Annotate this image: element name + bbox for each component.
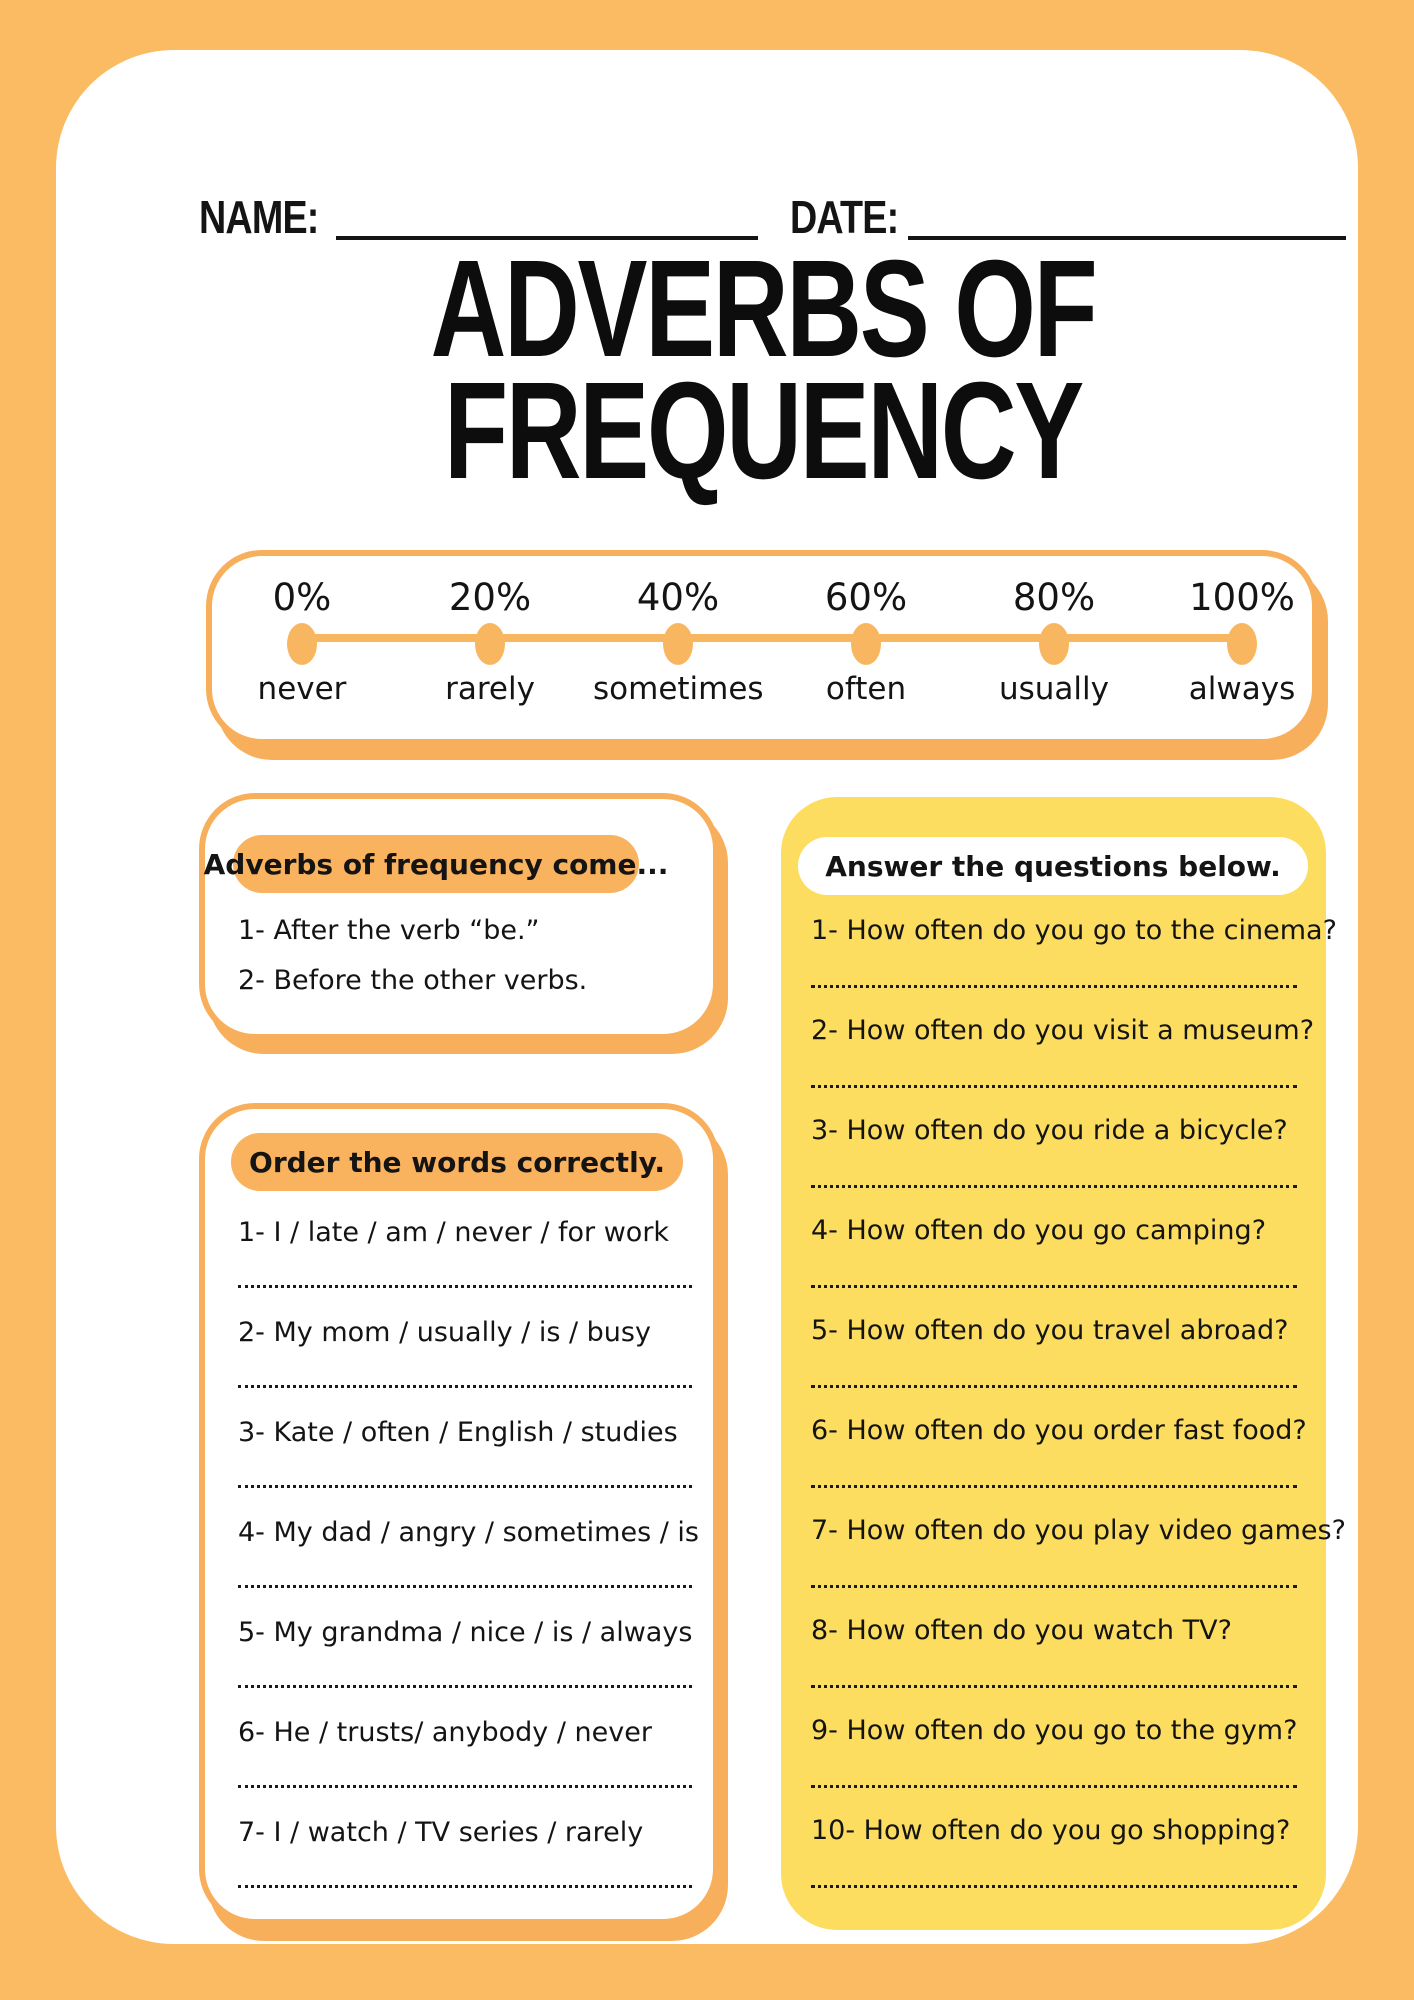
question-item: 10- How often do you go shopping? <box>811 1815 1291 1846</box>
scale-point-usually <box>969 556 1139 707</box>
question-item: 6- How often do you order fast food? <box>811 1415 1307 1446</box>
rule-item: 2- Before the other verbs. <box>238 965 588 996</box>
adverb-label: rarely <box>445 671 535 707</box>
answer-line[interactable] <box>238 1285 692 1288</box>
question-item: 3- How often do you ride a bicycle? <box>811 1115 1288 1146</box>
order-words-box <box>199 1103 719 1925</box>
answer-line[interactable] <box>811 985 1297 988</box>
answer-line[interactable] <box>811 1585 1297 1588</box>
answer-line[interactable] <box>811 1485 1297 1488</box>
answer-line[interactable] <box>811 1185 1297 1188</box>
page-title-line2: FREQUENCY <box>444 354 1082 508</box>
question-item: 8- How often do you watch TV? <box>811 1615 1232 1646</box>
question-item: 9- How often do you go to the gym? <box>811 1715 1298 1746</box>
scale-point-sometimes <box>593 556 763 707</box>
page-title <box>226 232 1301 508</box>
percent-label: 0% <box>272 576 332 619</box>
answer-line[interactable] <box>811 1085 1297 1088</box>
adverb-label: never <box>257 671 347 707</box>
page-title-line1: ADVERBS OF <box>430 232 1096 386</box>
order-item: 5- My grandma / nice / is / always <box>238 1617 693 1648</box>
order-item: 6- He / trusts/ anybody / never <box>238 1717 652 1748</box>
worksheet-card <box>56 50 1358 1944</box>
questions-panel-header: Answer the questions below. <box>798 837 1308 895</box>
adverb-label: sometimes <box>593 671 764 707</box>
frequency-scale-box <box>206 550 1318 745</box>
question-item: 7- How often do you play video games? <box>811 1515 1346 1546</box>
scale-dot <box>1227 623 1257 665</box>
percent-label: 20% <box>448 576 532 619</box>
scale-point-often <box>781 556 951 707</box>
answer-line[interactable] <box>811 1885 1297 1888</box>
scale-point-never <box>217 556 387 707</box>
questions-panel <box>781 797 1346 1930</box>
scale-dot <box>287 623 317 665</box>
answer-line[interactable] <box>811 1685 1297 1688</box>
answer-line[interactable] <box>238 1685 692 1688</box>
question-item: 1- How often do you go to the cinema? <box>811 915 1337 946</box>
order-item: 4- My dad / angry / sometimes / is <box>238 1517 699 1548</box>
answer-line[interactable] <box>238 1485 692 1488</box>
name-label: NAME: <box>199 191 319 243</box>
order-box-header: Order the words correctly. <box>231 1133 683 1191</box>
order-item: 7- I / watch / TV series / rarely <box>238 1817 644 1848</box>
answer-line[interactable] <box>238 1885 692 1888</box>
answer-line[interactable] <box>811 1285 1297 1288</box>
answer-line[interactable] <box>811 1385 1297 1388</box>
percent-label: 80% <box>1012 576 1096 619</box>
adverb-label: often <box>825 671 907 707</box>
percent-label: 40% <box>636 576 720 619</box>
question-item: 5- How often do you travel abroad? <box>811 1315 1289 1346</box>
rules-box-header: Adverbs of frequency come... <box>233 835 639 893</box>
date-label: DATE: <box>790 191 899 243</box>
percent-label: 60% <box>824 576 908 619</box>
answer-line[interactable] <box>238 1585 692 1588</box>
scale-point-rarely <box>405 556 575 707</box>
rule-item: 1- After the verb “be.” <box>238 915 540 946</box>
scale-dot <box>475 623 505 665</box>
percent-label: 100% <box>1189 576 1295 619</box>
rules-box <box>199 793 719 1040</box>
scale-dot <box>1039 623 1069 665</box>
question-item: 4- How often do you go camping? <box>811 1215 1267 1246</box>
scale-dot <box>663 623 693 665</box>
adverb-label: always <box>1188 671 1296 707</box>
adverb-label: usually <box>998 671 1109 707</box>
order-item: 1- I / late / am / never / for work <box>238 1217 670 1248</box>
order-item: 3- Kate / often / English / studies <box>238 1417 678 1448</box>
answer-line[interactable] <box>238 1785 692 1788</box>
scale-dot <box>851 623 881 665</box>
answer-line[interactable] <box>238 1385 692 1388</box>
answer-line[interactable] <box>811 1785 1297 1788</box>
question-item: 2- How often do you visit a museum? <box>811 1015 1315 1046</box>
order-item: 2- My mom / usually / is / busy <box>238 1317 651 1348</box>
scale-point-always <box>1157 556 1327 707</box>
